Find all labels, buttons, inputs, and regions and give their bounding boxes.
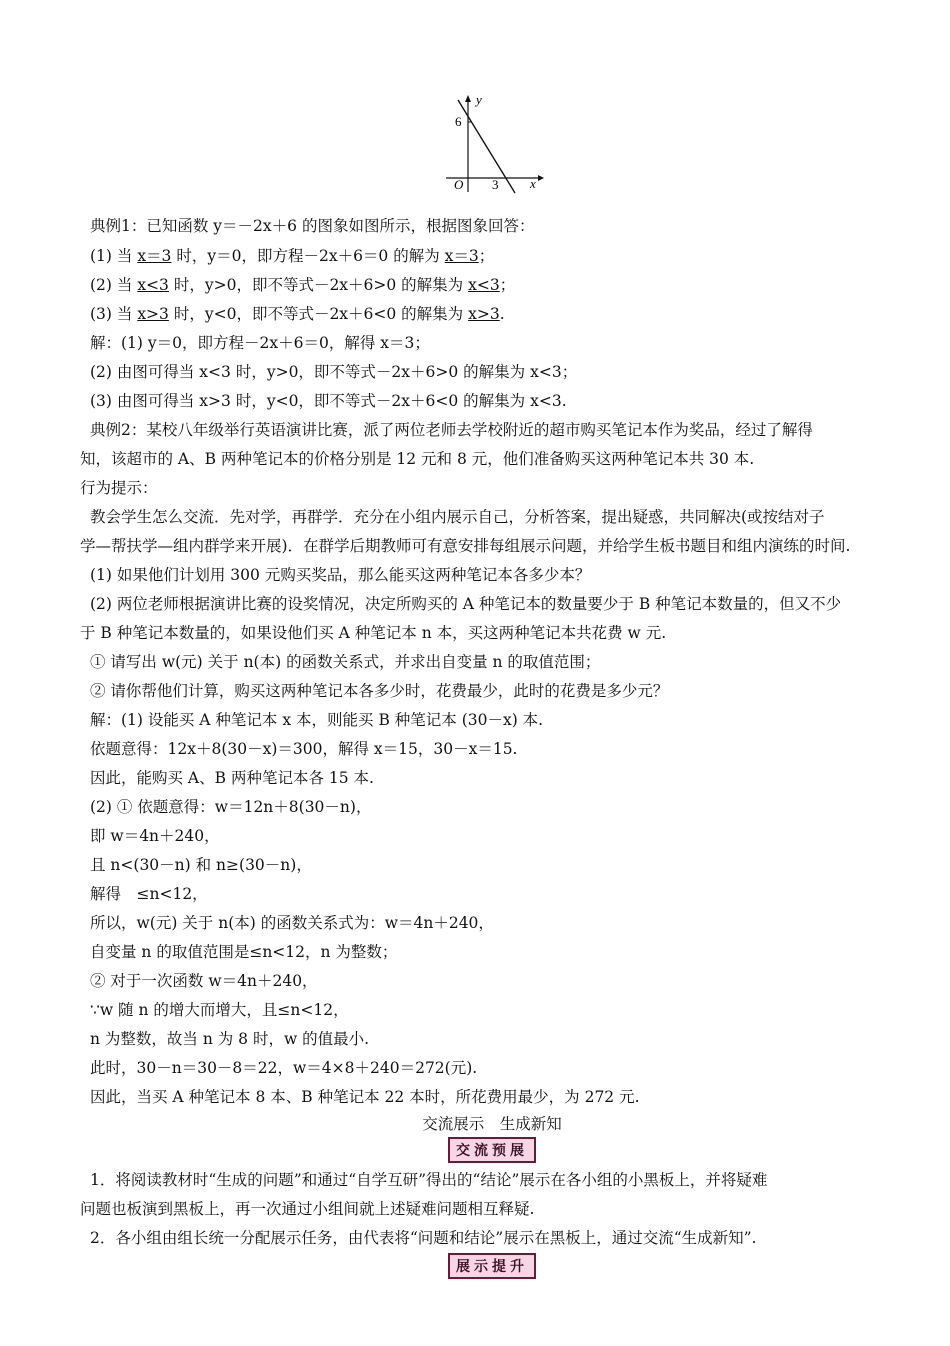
section-heading: 交流展示 生成新知 xyxy=(422,1115,562,1133)
solution-line: n 为整数，故当 n 为 8 时，w 的值最小. xyxy=(90,1030,370,1048)
solution-line: 且 n<(30－n) 和 n≥(30－n)， xyxy=(90,856,312,874)
example1-solution-1: 解：(1) y＝0，即方程－2x＋6＝0，解得 x＝3； xyxy=(90,334,430,352)
section-paragraph-1-cont: 问题也板演到黑板上，再一次通过小组间就上述疑难问题相互释疑. xyxy=(80,1200,535,1218)
solution-line: ∵w 随 n 的增大而增大，且≤n<12， xyxy=(90,1001,349,1019)
example1-q2: (2) 当 x<3 时，y>0，即不等式－2x＋6>0 的解集为 x<3； xyxy=(90,276,516,294)
solution-line: 解得 ≤n<12， xyxy=(90,885,208,903)
hint-line-2: 学—帮扶学—组内群学来开展)．在群学后期教师可有意安排每组展示问题，并给学生板书题目和组内演练的时间. xyxy=(80,537,851,555)
y-axis-label: y xyxy=(476,92,482,107)
solution-line: 即 w＝4n＋240， xyxy=(90,827,220,845)
example1-solution-2: (2) 由图可得当 x<3 时，y>0，即不等式－2x＋6>0 的解集为 x<3； xyxy=(90,363,578,381)
function-graph xyxy=(438,92,548,196)
example2-q2-cont: 于 B 种笔记本数量的，如果设他们买 A 种笔记本 n 本，买这两种笔记本共花费 w 元. xyxy=(80,624,667,642)
solution-line: 自变量 n 的取值范围是≤n<12，n 为整数； xyxy=(90,943,398,961)
example2-q2-part2: ② 请你帮他们计算，购买这两种笔记本各多少时，花费最少，此时的花费是多少元？ xyxy=(90,682,669,700)
example1-title: 典例1：已知函数 y＝－2x＋6 的图象如图所示，根据图象回答： xyxy=(90,217,535,235)
example1-solution-3: (3) 由图可得当 x>3 时，y<0，即不等式－2x＋6<0 的解集为 x<3. xyxy=(90,392,567,410)
banner-row-2 xyxy=(90,1253,894,1279)
example2-q2: (2) 两位老师根据演讲比赛的设奖情况，决定所购买的 A 种笔记本的数量要少于 B 种笔记本数量的，但又不少 xyxy=(90,595,842,613)
x-axis-label: x xyxy=(530,176,536,191)
solution-line: 此时，30－n＝30－8＝22，w＝4×8＋240＝272(元). xyxy=(90,1059,478,1077)
example1-q1: (1) 当 x＝3 时，y＝0，即方程－2x＋6＝0 的解为 x＝3； xyxy=(90,247,495,265)
solution-line: ② 对于一次函数 w＝4n＋240， xyxy=(90,972,318,990)
example2-q2-part1: ① 请写出 w(元) 关于 n(本) 的函数关系式，并求出自变量 n 的取值范围； xyxy=(90,653,601,671)
section-paragraph-2: 2．各小组由组长统一分配展示任务，由代表将“问题和结论”展示在黑板上，通过交流“生成新知”. xyxy=(90,1229,757,1247)
x-axis-arrow xyxy=(538,175,544,181)
section-paragraph-1: 1．将阅读教材时“生成的问题”和通过“自学互研”得出的“结论”展示在各小组的小黑板上，并将疑难 xyxy=(90,1171,768,1189)
solution-line: 因此，能购买 A、B 两种笔记本各 15 本. xyxy=(90,769,374,787)
banner-exchange-preview: 交流预展 xyxy=(448,1137,536,1163)
solution-line: 解：(1) 设能买 A 种笔记本 x 本，则能买 B 种笔记本 (30－x) 本. xyxy=(90,711,544,729)
solution-line: (2) ① 依题意得：w＝12n＋8(30－n)， xyxy=(90,798,372,816)
solution-line: 所以，w(元) 关于 n(本) 的函数关系式为：w＝4n＋240， xyxy=(90,914,494,932)
example2-title-cont: 知，该超市的 A、B 两种笔记本的价格分别是 12 元和 8 元，他们准备购买这两种笔记本共 30 本. xyxy=(80,450,755,468)
origin-label: O xyxy=(454,177,464,192)
solution-line: 因此，当买 A 种笔记本 8 本、B 种笔记本 22 本时，所花费用最少，为 272 元. xyxy=(90,1088,640,1106)
example2-title: 典例2：某校八年级举行英语演讲比赛，派了两位老师去学校附近的超市购买笔记本作为奖品，经过了解得 xyxy=(90,421,813,439)
x-intercept-label: 3 xyxy=(492,177,499,192)
hint-line-1: 教会学生怎么交流．先对学，再群学．充分在小组内展示自己，分析答案，提出疑惑，共同解决(或按结对子 xyxy=(90,508,825,526)
example1-q3: (3) 当 x>3 时，y<0，即不等式－2x＋6<0 的解集为 x>3. xyxy=(90,305,505,323)
hint-title: 行为提示： xyxy=(80,479,158,497)
example2-q1: (1) 如果他们计划用 300 元购买奖品，那么能买这两种笔记本各多少本？ xyxy=(90,566,591,584)
function-line xyxy=(458,100,515,193)
solution-line: 依题意得：12x＋8(30－x)＝300，解得 x＝15，30－x＝15. xyxy=(90,740,518,758)
banner-row-1 xyxy=(90,1137,894,1163)
y-intercept-label: 6 xyxy=(455,114,462,129)
y-axis-arrow xyxy=(465,95,471,102)
banner-show-improve: 展示提升 xyxy=(448,1253,536,1279)
